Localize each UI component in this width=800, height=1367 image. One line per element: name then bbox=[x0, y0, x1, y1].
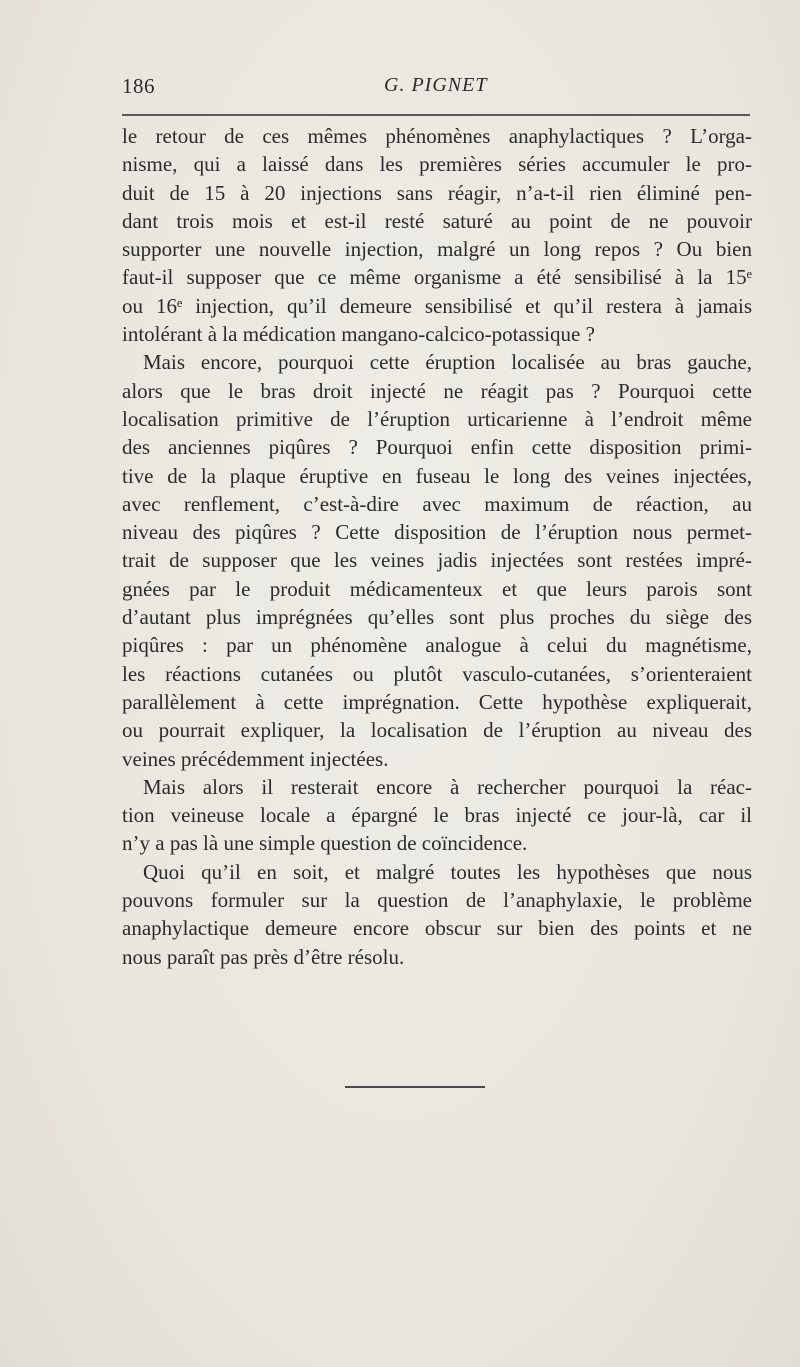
text-line: nisme, qui a laissé dans les premières séries accumuler le pro- bbox=[122, 152, 752, 177]
text-line: veines précédemment injectées. bbox=[122, 746, 389, 771]
text-line: n’y a pas là une simple question de coïncidence. bbox=[122, 831, 528, 856]
page-number: 186 bbox=[122, 74, 155, 98]
text-line: d’autant plus imprégnées qu’elles sont plus proches du siège des bbox=[122, 605, 752, 630]
text-line: anaphylactique demeure encore obscur sur bien des points et ne bbox=[122, 916, 752, 941]
text-line: Mais alors il resterait encore à rechercher pourquoi la réac- bbox=[143, 774, 752, 799]
text-line: duit de 15 à 20 injections sans réagir, n’a-t-il rien éliminé pen- bbox=[122, 180, 752, 205]
text-line: tion veineuse locale a épargné le bras injecté ce jour-là, car il bbox=[122, 803, 752, 828]
text-line: localisation primitive de l’éruption urticarienne à l’endroit même bbox=[122, 406, 752, 431]
text-line: ou 16ᵉ injection, qu’il demeure sensibilisé et qu’il restera à jamais bbox=[122, 293, 752, 318]
text-line: des anciennes piqûres ? Pourquoi enfin cette disposition primi- bbox=[122, 435, 752, 460]
text-line: Mais encore, pourquoi cette éruption localisée au bras gauche, bbox=[143, 350, 752, 375]
paragraph bbox=[122, 122, 752, 348]
text-line: le retour de ces mêmes phénomènes anaphylactiques ? L’orga- bbox=[122, 124, 752, 148]
text-line: parallèlement à cette imprégnation. Cette hypothèse expliquerait, bbox=[122, 689, 752, 714]
text-line: tive de la plaque éruptive en fuseau le long des veines injectées, bbox=[122, 463, 752, 488]
end-rule bbox=[345, 1086, 485, 1088]
body-text bbox=[122, 122, 752, 971]
text-line: alors que le bras droit injecté ne réagit pas ? Pourquoi cette bbox=[122, 378, 752, 403]
running-head bbox=[122, 74, 750, 104]
text-line: Quoi qu’il en soit, et malgré toutes les hypothèses que nous bbox=[143, 859, 752, 884]
text-line: supporter une nouvelle injection, malgré un long repos ? Ou bien bbox=[122, 237, 752, 262]
text-line: intolérant à la médication mangano-calcico-potassique ? bbox=[122, 322, 595, 347]
text-line: avec renflement, c’est-à-dire avec maximum de réaction, au bbox=[122, 491, 752, 516]
running-head-author: G. PIGNET bbox=[384, 74, 488, 96]
paragraph bbox=[122, 858, 752, 971]
text-line: piqûres : par un phénomène analogue à celui du magnétisme, bbox=[122, 633, 752, 658]
text-line: nous paraît pas près d’être résolu. bbox=[122, 944, 405, 969]
text-line: gnées par le produit médicamenteux et que leurs parois sont bbox=[122, 576, 752, 601]
paragraph bbox=[122, 348, 752, 772]
text-line: pouvons formuler sur la question de l’anaphylaxie, le problème bbox=[122, 888, 752, 913]
text-line: trait de supposer que les veines jadis injectées sont restées impré- bbox=[122, 548, 752, 573]
paragraph bbox=[122, 773, 752, 858]
text-line: dant trois mois et est-il resté saturé au point de ne pouvoir bbox=[122, 208, 752, 233]
text-line: ou pourrait expliquer, la localisation de l’éruption au niveau des bbox=[122, 718, 752, 743]
text-line: niveau des piqûres ? Cette disposition de l’éruption nous permet- bbox=[122, 520, 752, 545]
header-rule bbox=[122, 114, 750, 116]
text-line: les réactions cutanées ou plutôt vasculo-cutanées, s’orienteraient bbox=[122, 661, 752, 686]
text-line: faut-il supposer que ce même organisme a été sensibilisé à la 15ᵉ bbox=[122, 265, 752, 290]
